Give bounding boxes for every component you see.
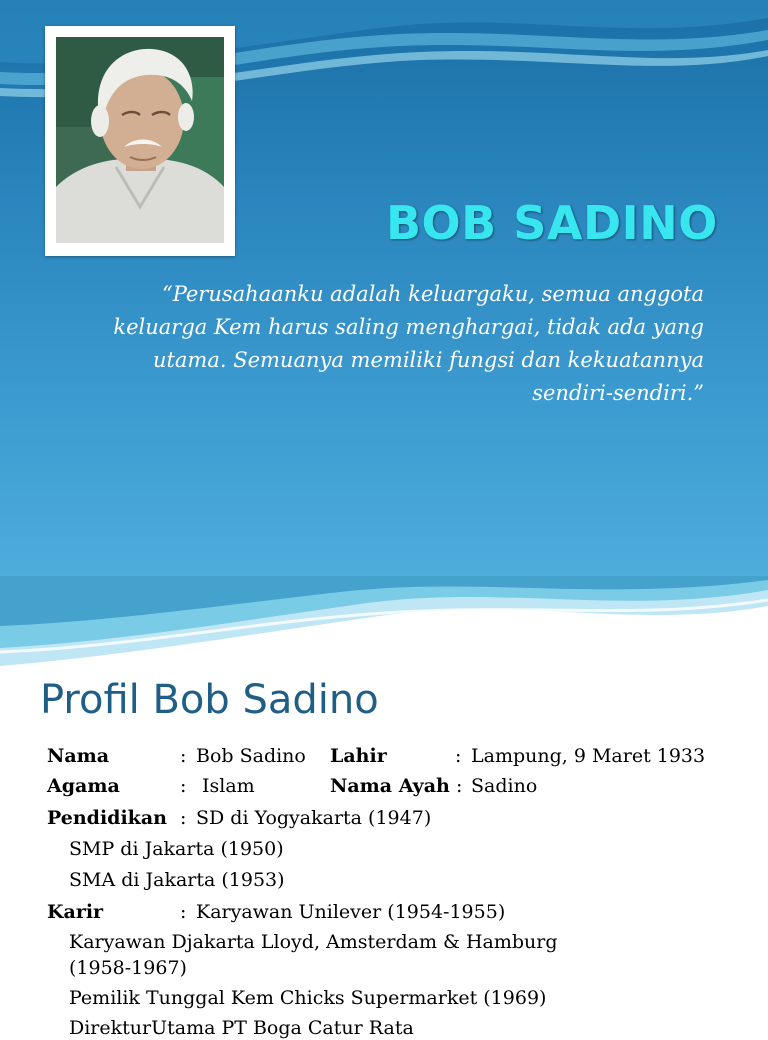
portrait-photo — [56, 37, 224, 243]
page-title: BOB SADINO — [386, 196, 718, 250]
lahir-label: Lahir — [330, 745, 387, 767]
quote-line: “Perusahaanku adalah keluargaku, semua anggota — [161, 282, 704, 306]
quote-text — [40, 278, 704, 410]
karir-item: DirekturUtama PT Boga Catur Rata — [69, 1017, 414, 1039]
agama-label: Agama — [47, 775, 120, 797]
pendidikan-item: SMP di Jakarta (1950) — [69, 838, 284, 860]
colon: : — [180, 901, 187, 923]
karir-label: Karir — [47, 901, 104, 923]
agama-value: Islam — [202, 775, 255, 797]
nama-label: Nama — [47, 745, 110, 767]
quote-line: utama. Semuanya memiliki fungsi dan kekuatannya — [152, 348, 704, 372]
karir-item: Karyawan Djakarta Lloyd, Amsterdam & Hamburg — [69, 931, 558, 953]
section-title: Profil Bob Sadino — [40, 677, 379, 723]
karir-item: Pemilik Tunggal Kem Chicks Supermarket (1969) — [69, 987, 547, 1009]
pendidikan-item: SMA di Jakarta (1953) — [69, 869, 285, 891]
quote-line: keluarga Kem harus saling menghargai, tidak ada yang — [113, 315, 704, 339]
slide-profile — [0, 576, 768, 1039]
pendidikan-item: SD di Yogyakarta (1947) — [196, 807, 432, 829]
pendidikan-label: Pendidikan — [47, 807, 167, 829]
nama-value: Bob Sadino — [196, 745, 306, 767]
nama-ayah-label: Nama Ayah — [330, 775, 450, 797]
colon: : — [455, 745, 462, 767]
portrait-photo-frame — [45, 26, 235, 256]
colon: : — [456, 775, 463, 797]
colon: : — [180, 775, 187, 797]
karir-item: Karyawan Unilever (1954-1955) — [196, 901, 506, 923]
karir-item-continued: (1958-1967) — [69, 957, 187, 979]
decorative-waves — [0, 576, 768, 666]
colon: : — [180, 807, 187, 829]
quote-line: sendiri-sendiri.” — [532, 381, 704, 405]
lahir-value: Lampung, 9 Maret 1933 — [471, 745, 706, 767]
nama-ayah-value: Sadino — [471, 775, 538, 797]
colon: : — [180, 745, 187, 767]
